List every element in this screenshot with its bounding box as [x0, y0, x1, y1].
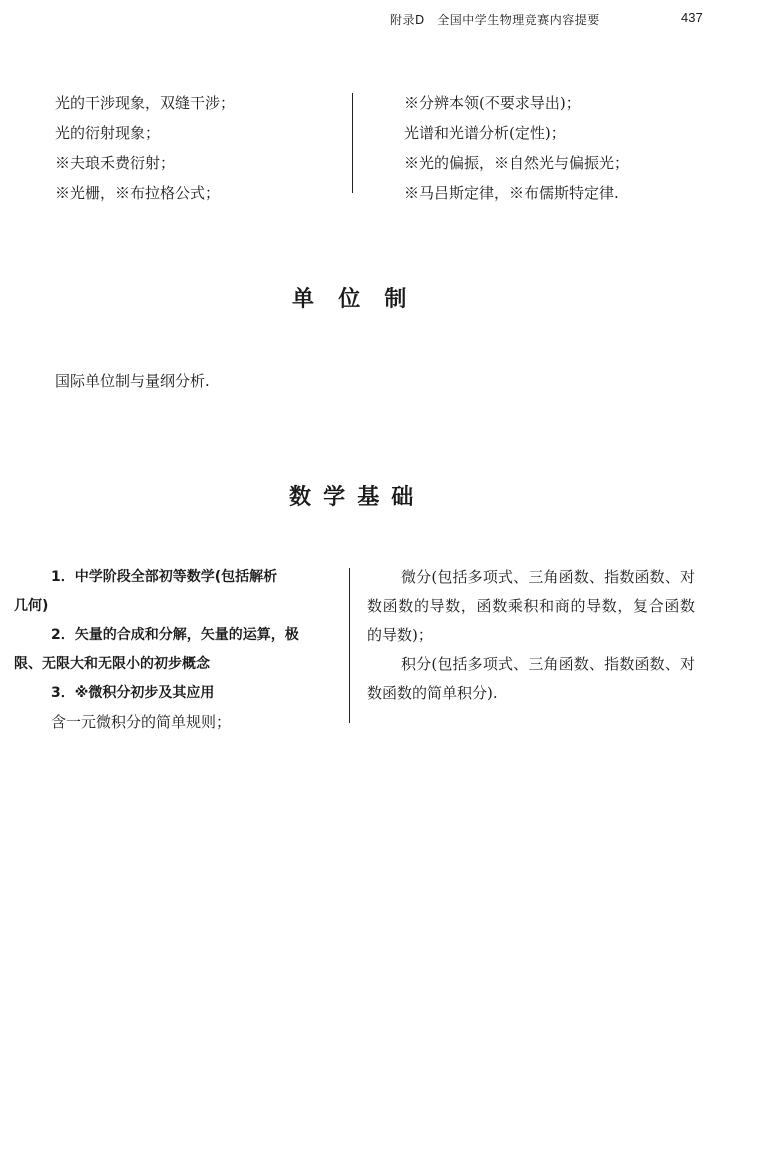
- section-title-units: 单位制: [292, 287, 431, 312]
- math-item-3-text: 含一元微积分的简单规则；: [51, 713, 232, 731]
- math-item-2: 2．矢量的合成和分解，矢量的运算，极: [51, 627, 299, 643]
- optics-right-column: [404, 88, 629, 208]
- section-title-math: 数学基础: [289, 485, 426, 510]
- page-number: 437: [681, 10, 703, 25]
- optics-left-column: [55, 88, 235, 208]
- running-header: 附录D 全国中学生物理竞赛内容提要: [390, 13, 600, 27]
- column-divider: [352, 93, 353, 193]
- units-text: 国际单位制与量纲分析.: [55, 372, 210, 390]
- optics-right-line: ※光的偏振，※自然光与偏振光；: [404, 154, 630, 172]
- differential-paragraph: 微分(包括多项式、三角函数、指数函数、对数函数的导数，函数乘积和商的导数，复合函数的导数)；: [367, 568, 695, 644]
- math-left-column: [14, 563, 339, 737]
- optics-left-line: ※光栅，※布拉格公式；: [55, 184, 221, 202]
- integral-paragraph: 积分(包括多项式、三角函数、指数函数、对数函数的简单积分).: [367, 655, 695, 702]
- optics-right-line: ※马吕斯定律，※布儒斯特定律.: [404, 184, 619, 202]
- math-item-1-cont: 几何): [14, 598, 49, 614]
- optics-left-line: 光的衍射现象；: [55, 124, 161, 142]
- optics-left-line: 光的干涉现象，双缝干涉；: [55, 94, 236, 112]
- math-item-2-cont: 限、无限大和无限小的初步概念: [14, 656, 210, 672]
- optics-right-line: 光谱和光谱分析(定性)；: [404, 124, 566, 142]
- math-right-column: [367, 563, 695, 708]
- column-divider: [349, 568, 350, 723]
- optics-right-line: ※分辨本领(不要求导出)；: [404, 94, 581, 112]
- optics-left-line: ※夫琅禾费衍射；: [55, 154, 176, 172]
- math-item-3: 3．※微积分初步及其应用: [51, 685, 215, 701]
- math-item-1: 1．中学阶段全部初等数学(包括解析: [51, 569, 278, 585]
